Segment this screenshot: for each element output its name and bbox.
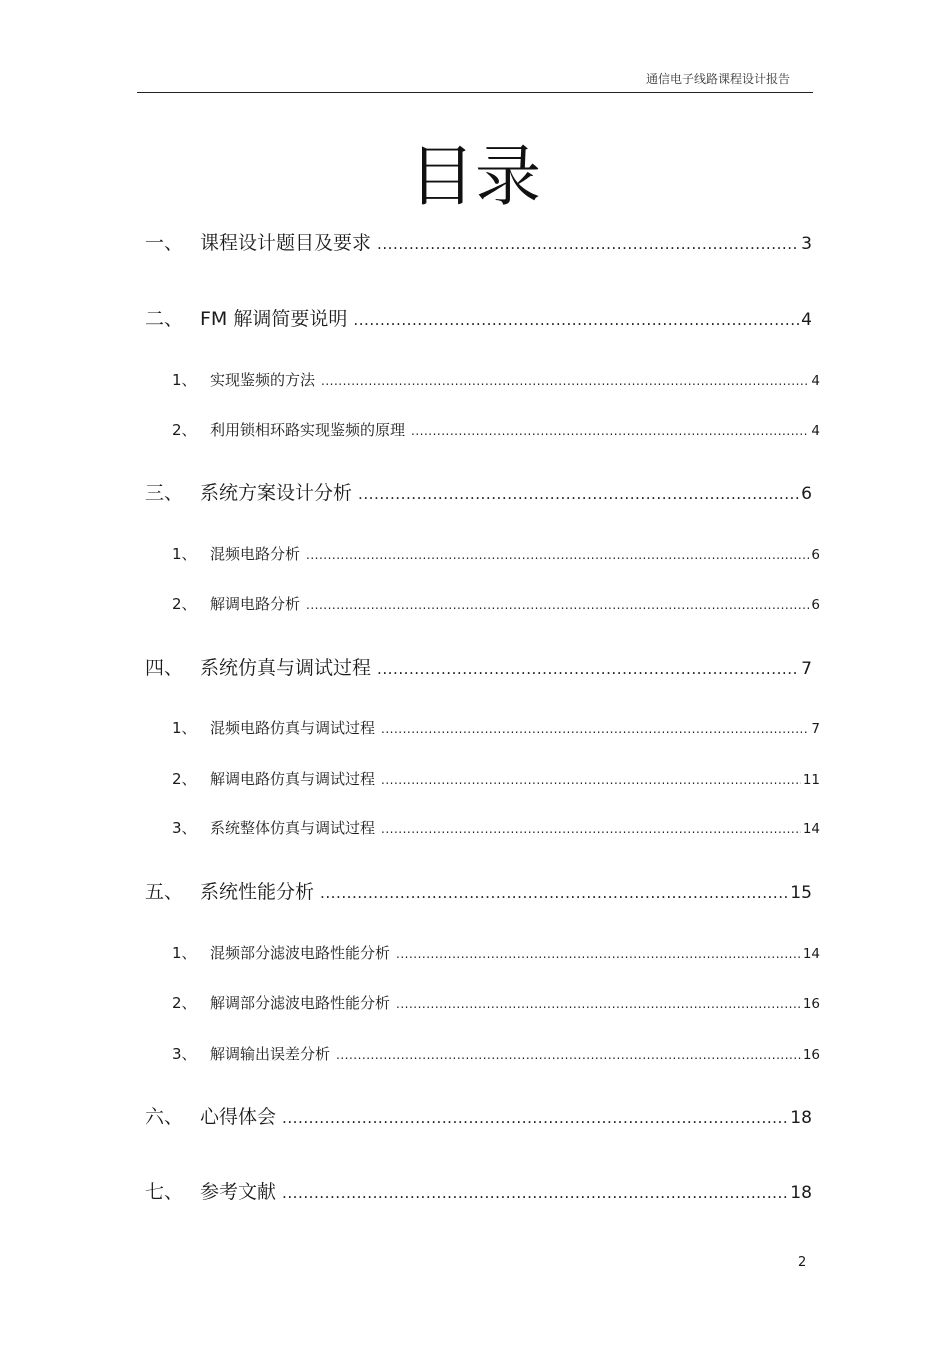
toc-entry-page: 4 — [801, 310, 812, 330]
toc-dot-leader — [336, 1048, 801, 1062]
toc-entry-label: 系统整体仿真与调试过程 — [210, 819, 376, 837]
toc-entry-number: 1、 — [172, 371, 197, 389]
toc-entry-number: 2、 — [172, 421, 197, 439]
toc-entry-page: 7 — [811, 721, 820, 737]
toc-title: 目录 — [409, 138, 541, 215]
toc-entry-5[interactable] — [145, 877, 812, 904]
toc-dot-leader — [381, 822, 801, 836]
toc-entry-page: 18 — [790, 1183, 812, 1203]
toc-entry-label: 混频电路分析 — [210, 545, 301, 563]
toc-entry-page: 18 — [790, 1108, 812, 1128]
toc-entry-label: 实现鉴频的方法 — [210, 371, 316, 389]
toc-entry-4-2[interactable] — [172, 768, 820, 789]
toc-dot-leader — [353, 311, 799, 329]
toc-entry-number: 1、 — [172, 545, 197, 563]
toc-entry-5-2[interactable] — [172, 992, 820, 1013]
toc-entry-page: 14 — [802, 821, 820, 837]
toc-entry-label: 系统性能分析 — [200, 881, 315, 903]
toc-entry-7[interactable] — [145, 1177, 812, 1204]
toc-entry-number: 一、 — [145, 232, 184, 254]
toc-entry-page: 14 — [802, 946, 820, 962]
toc-dot-leader — [396, 947, 801, 961]
toc-dot-leader — [306, 548, 809, 562]
toc-entry-6[interactable] — [145, 1102, 812, 1129]
toc-entry-label: 解调部分滤波电路性能分析 — [210, 994, 391, 1012]
toc-entry-1[interactable] — [145, 228, 812, 255]
toc-entry-label: 课程设计题目及要求 — [200, 232, 372, 254]
toc-entry-page: 16 — [802, 1047, 820, 1063]
toc-entry-number: 二、 — [145, 308, 184, 330]
toc-entry-label: 混频电路仿真与调试过程 — [210, 719, 376, 737]
toc-dot-leader — [358, 485, 799, 503]
toc-dot-leader — [306, 598, 809, 612]
toc-entry-label: 利用锁相环路实现鉴频的原理 — [210, 421, 406, 439]
toc-entry-page: 4 — [811, 373, 820, 389]
toc-entry-label: 混频部分滤波电路性能分析 — [210, 944, 391, 962]
toc-entry-number: 七、 — [145, 1181, 184, 1203]
toc-entry-5-1[interactable] — [172, 942, 820, 963]
toc-entry-number: 1、 — [172, 944, 197, 962]
toc-entry-page: 16 — [802, 996, 820, 1012]
toc-entry-number: 三、 — [145, 482, 184, 504]
toc-entry-label: 解调电路仿真与调试过程 — [210, 770, 376, 788]
toc-entry-number: 四、 — [145, 657, 184, 679]
toc-dot-leader — [381, 773, 801, 787]
toc-entry-number: 六、 — [145, 1106, 184, 1128]
toc-entry-page: 6 — [811, 547, 820, 563]
toc-entry-page: 11 — [802, 772, 820, 788]
toc-entry-page: 3 — [801, 234, 812, 254]
toc-entry-label: 解调电路分析 — [210, 595, 301, 613]
toc-dot-leader — [396, 997, 801, 1011]
toc-entry-page: 15 — [790, 883, 812, 903]
toc-dot-leader — [282, 1109, 788, 1127]
toc-entry-number: 3、 — [172, 819, 197, 837]
toc-entry-3[interactable] — [145, 478, 812, 505]
toc-entry-2-2[interactable] — [172, 419, 820, 440]
toc-entry-5-3[interactable] — [172, 1043, 820, 1064]
toc-entry-page: 7 — [801, 659, 812, 679]
toc-dot-leader — [411, 424, 809, 438]
toc-entry-page: 6 — [801, 484, 812, 504]
toc-entry-label: 系统方案设计分析 — [200, 482, 353, 504]
toc-dot-leader — [377, 235, 799, 253]
toc-entry-number: 2、 — [172, 994, 197, 1012]
page-number: 2 — [798, 1255, 807, 1270]
toc-entry-number: 3、 — [172, 1045, 197, 1063]
toc-entry-4-1[interactable] — [172, 717, 820, 738]
header-divider — [137, 92, 813, 93]
toc-entry-label: 参考文献 — [200, 1181, 277, 1203]
toc-entry-page: 4 — [811, 423, 820, 439]
toc-dot-leader — [381, 722, 809, 736]
toc-dot-leader — [321, 374, 809, 388]
toc-entry-number: 1、 — [172, 719, 197, 737]
toc-entry-4[interactable] — [145, 653, 812, 680]
toc-entry-4-3[interactable] — [172, 817, 820, 838]
toc-entry-label: 解调输出误差分析 — [210, 1045, 331, 1063]
toc-entry-label: 心得体会 — [200, 1106, 277, 1128]
toc-entry-2-1[interactable] — [172, 369, 820, 390]
toc-entry-3-2[interactable] — [172, 593, 820, 614]
toc-entry-label: FM 解调简要说明 — [200, 308, 348, 330]
toc-entry-2[interactable] — [145, 304, 812, 331]
toc-entry-number: 2、 — [172, 770, 197, 788]
running-header: 通信电子线路课程设计报告 — [645, 72, 790, 86]
toc-entry-number: 五、 — [145, 881, 184, 903]
toc-entry-number: 2、 — [172, 595, 197, 613]
toc-entry-3-1[interactable] — [172, 543, 820, 564]
toc-dot-leader — [282, 1184, 788, 1202]
toc-entry-label: 系统仿真与调试过程 — [200, 657, 372, 679]
toc-dot-leader — [320, 884, 788, 902]
toc-entry-page: 6 — [811, 597, 820, 613]
toc-dot-leader — [377, 660, 799, 678]
